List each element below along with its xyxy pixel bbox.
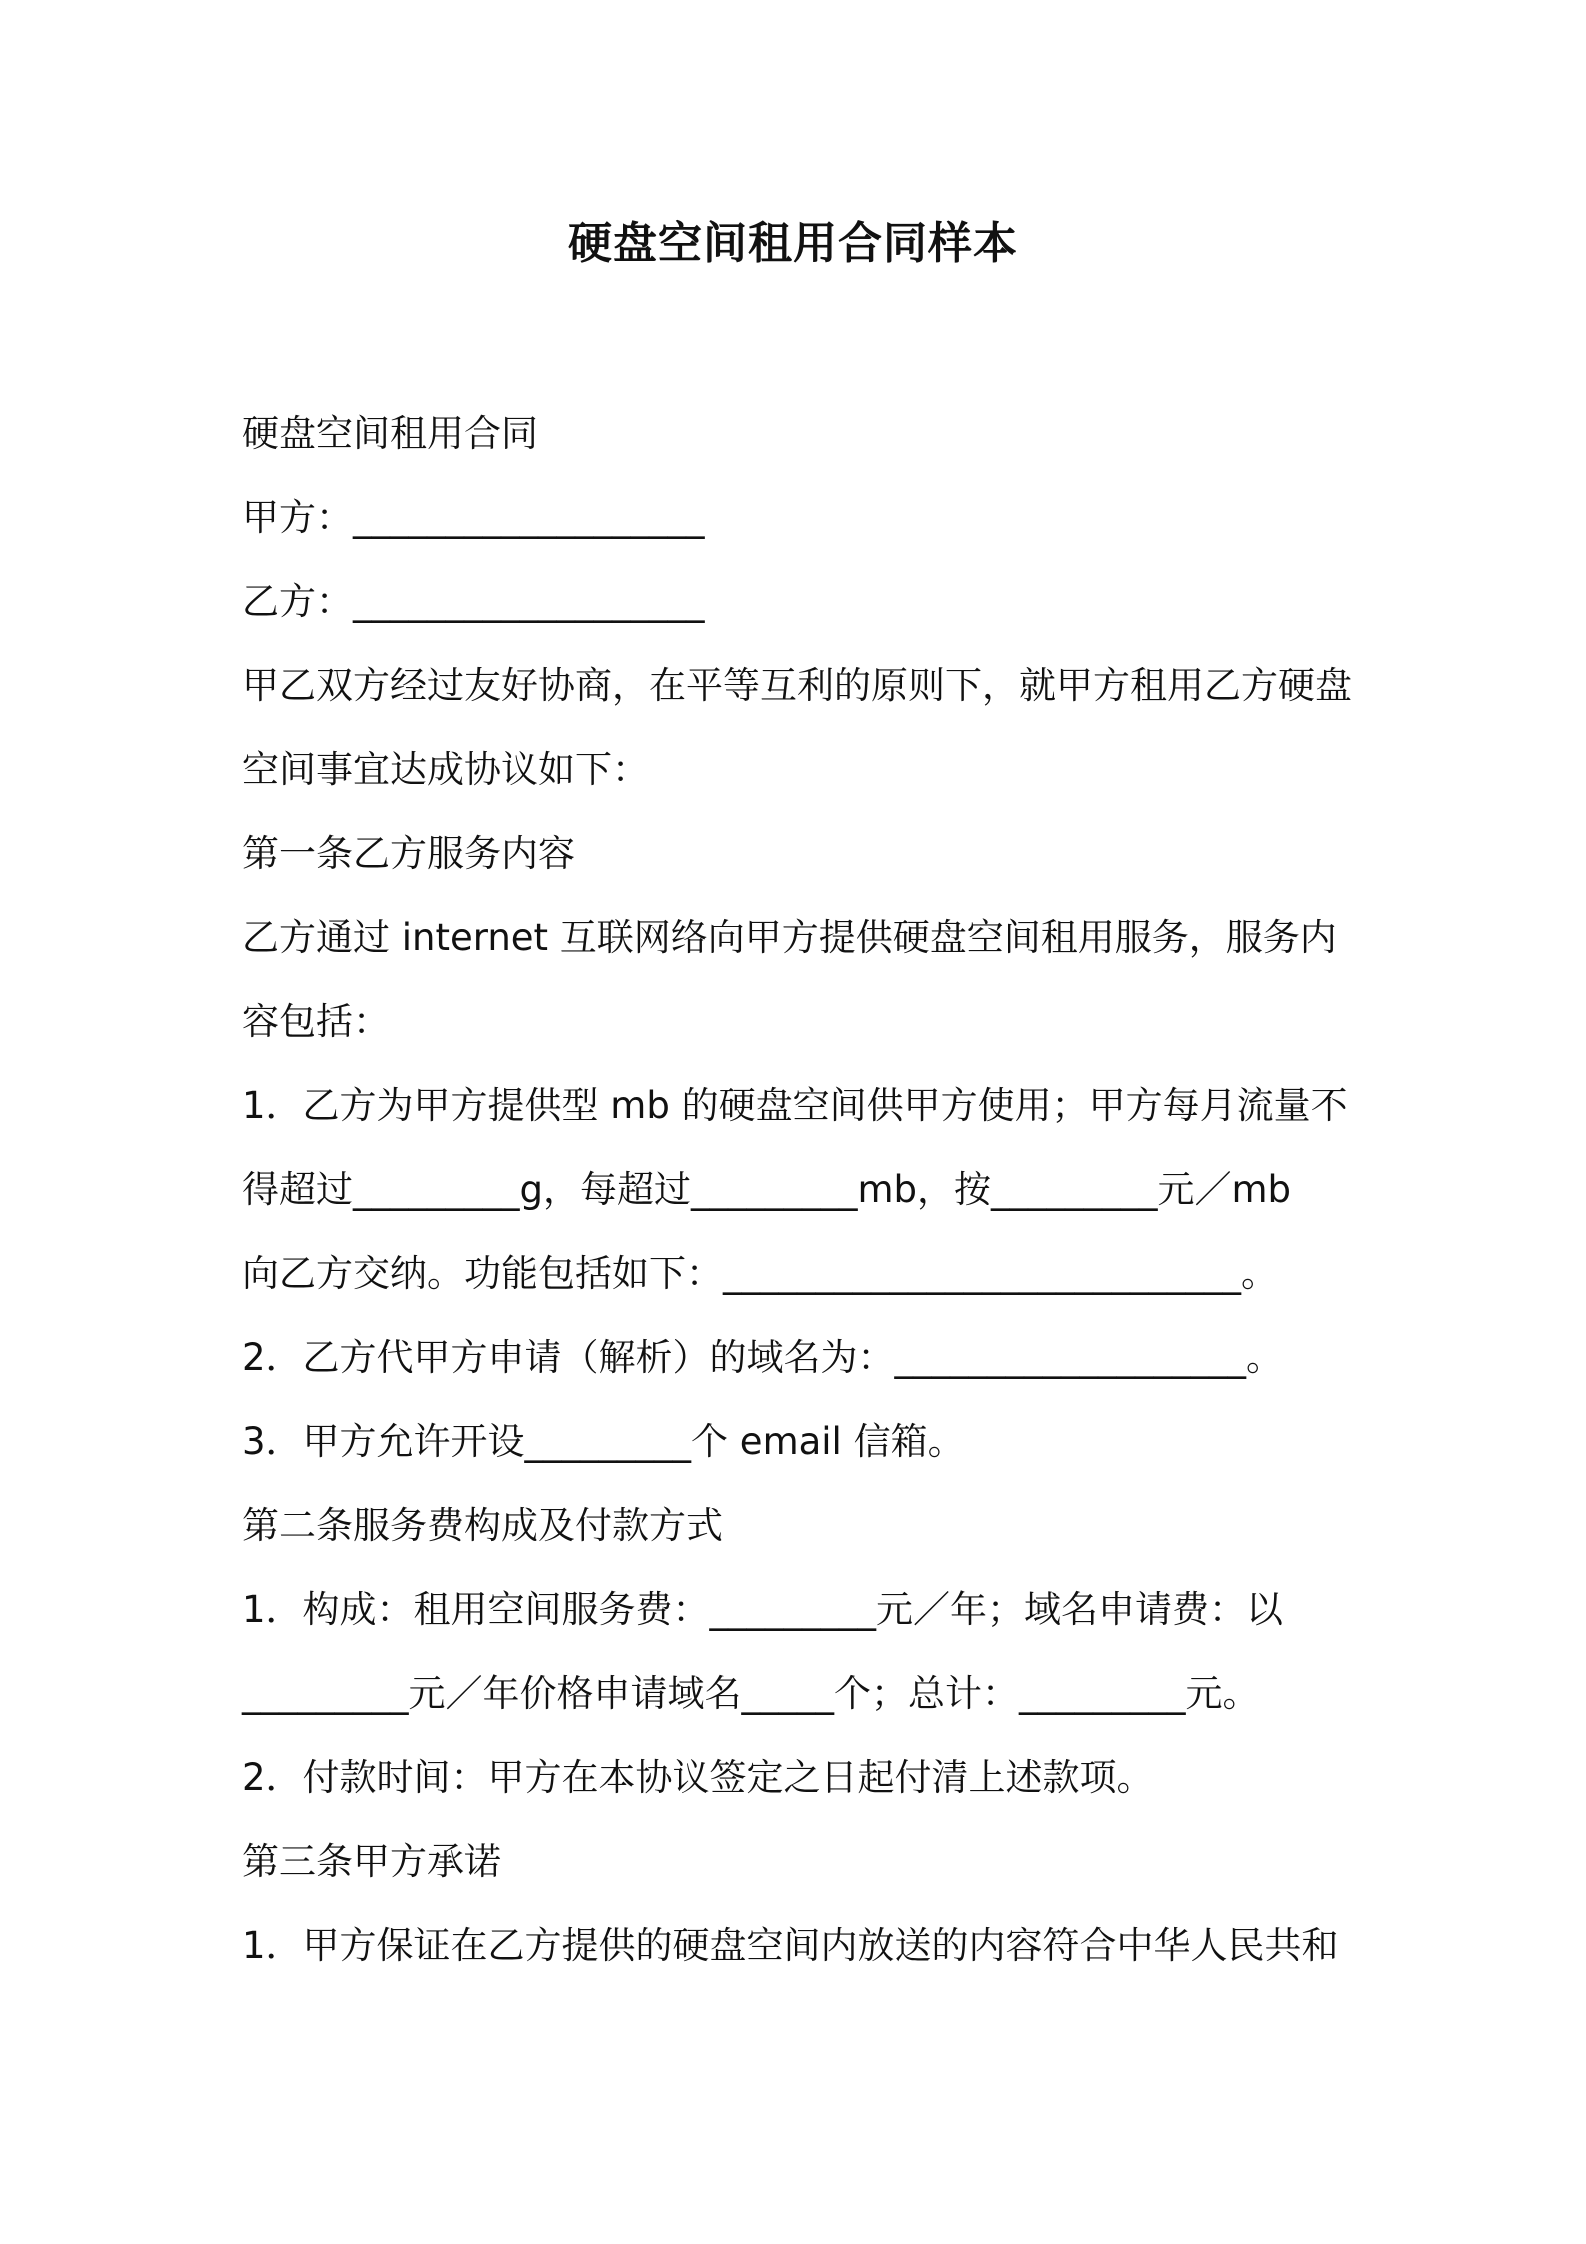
contract-heading: 硬盘空间租用合同 <box>242 412 538 455</box>
article-3-item-1-line-1: 1．甲方保证在乙方提供的硬盘空间内放送的内容符合中华人民共和 <box>242 1924 1339 1967</box>
article-1-item-1-line-1: 1．乙方为甲方提供型 mb 的硬盘空间供甲方使用；甲方每月流量不 <box>242 1084 1348 1127</box>
preamble-line-2: 空间事宜达成协议如下： <box>242 748 649 791</box>
article-1-text-line-2: 容包括： <box>242 1000 390 1043</box>
document-title: 硬盘空间租用合同样本 <box>568 218 1018 269</box>
article-2-item-1-line-2: _________元／年价格申请域名_____个；总计：_________元。 <box>242 1672 1260 1715</box>
article-2-item-1-line-1: 1．构成：租用空间服务费：_________元／年；域名申请费：以 <box>242 1588 1284 1631</box>
article-1-item-1-line-2: 得超过_________g，每超过_________mb，按_________元／mb <box>242 1168 1292 1211</box>
article-3-heading: 第三条甲方承诺 <box>242 1840 501 1883</box>
preamble-line-1: 甲乙双方经过友好协商，在平等互利的原则下，就甲方租用乙方硬盘 <box>242 664 1352 707</box>
party-b-line: 乙方：___________________ <box>242 580 705 623</box>
article-2-heading: 第二条服务费构成及付款方式 <box>242 1504 723 1547</box>
article-1-item-3: 3．甲方允许开设_________个 email 信箱。 <box>242 1420 965 1463</box>
article-1-heading: 第一条乙方服务内容 <box>242 832 575 875</box>
article-1-item-2: 2．乙方代甲方申请（解析）的域名为：___________________。 <box>242 1336 1284 1379</box>
article-2-item-2: 2．付款时间：甲方在本协议签定之日起付清上述款项。 <box>242 1756 1154 1799</box>
article-1-item-1-line-3: 向乙方交纳。功能包括如下：____________________________。 <box>242 1252 1278 1295</box>
article-1-text-line-1: 乙方通过 internet 互联网络向甲方提供硬盘空间租用服务，服务内 <box>242 916 1337 959</box>
party-a-line: 甲方：___________________ <box>242 496 705 539</box>
